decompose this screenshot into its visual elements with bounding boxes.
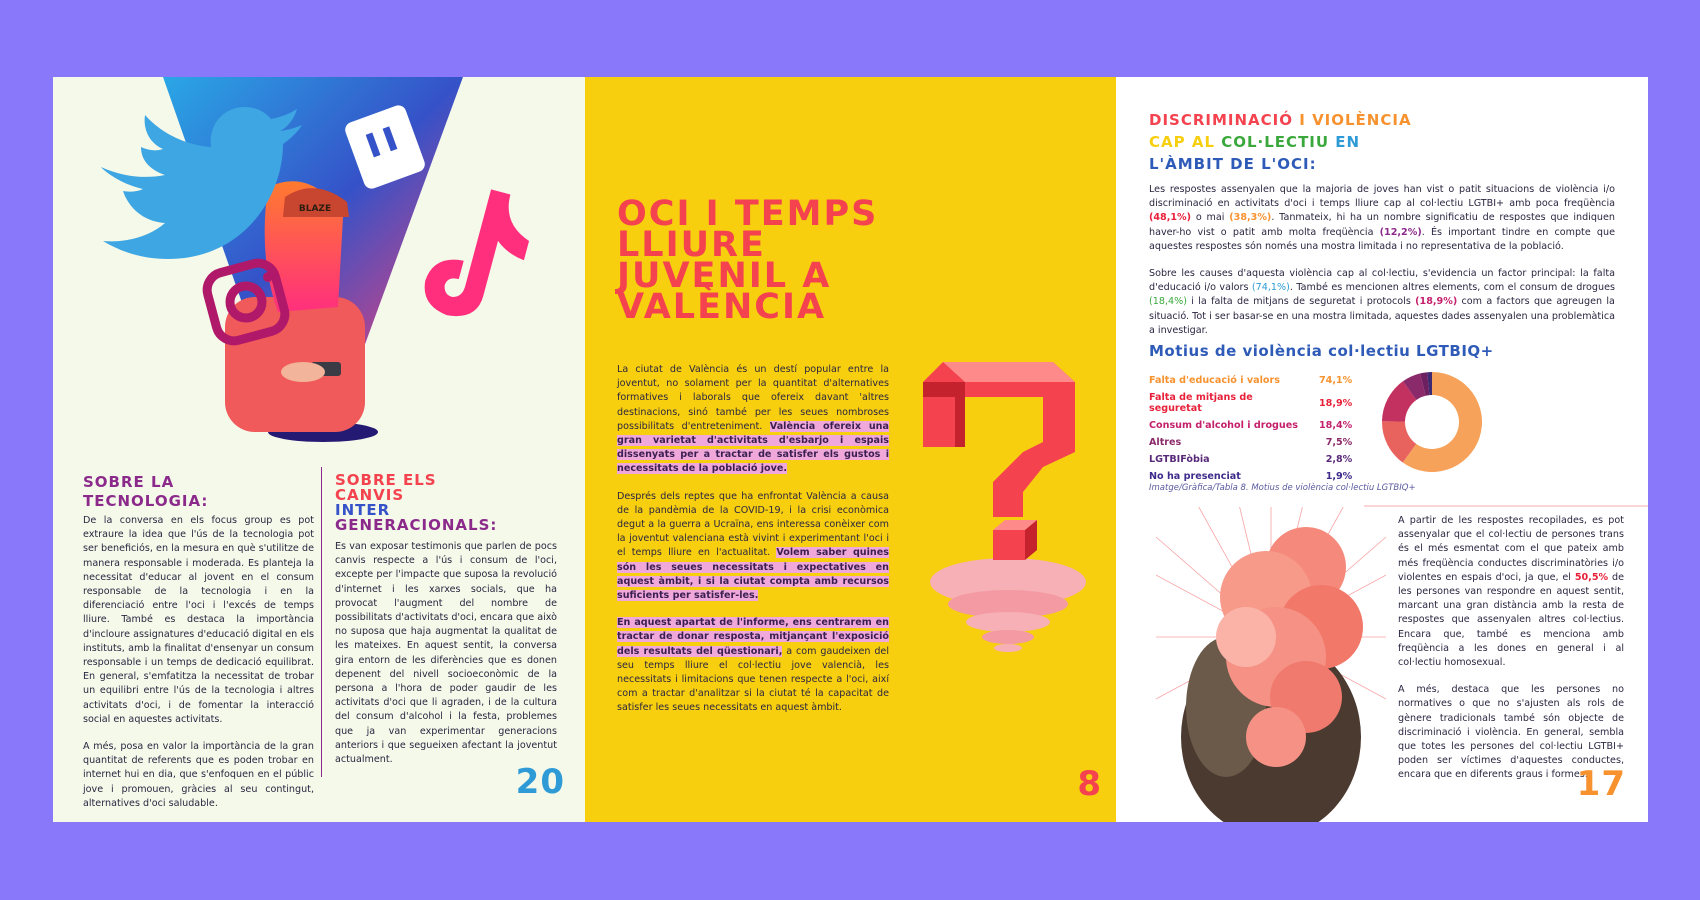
p2-value-1: (74,1%) bbox=[1251, 282, 1290, 294]
tiktok-icon bbox=[418, 179, 539, 331]
legend-value: 18,4% bbox=[1319, 420, 1353, 431]
p2-value-2: (18,4%) bbox=[1149, 296, 1187, 308]
p2-text-b: . També es mencionen altres elements, com el consum de drogues bbox=[1289, 282, 1615, 294]
legend-label: Consum d'alcohol i drogues bbox=[1149, 420, 1298, 431]
page-number: 20 bbox=[515, 762, 565, 802]
right-page bbox=[1116, 77, 1648, 822]
p3-text-b: de les persones van respondre en aquest sentit, marcant una gran distància amb la resta de respostes que assenyalen altres col·lectius. Encara que, també es menciona amb freqüència a les dones en general i al col·lectiu homosexual. bbox=[1398, 571, 1624, 669]
section2-paragraph-1: Es van exposar testimonis que parlen de pocs canvis respecte a l'ús i consum de l'oci, excepte per l'impacte que suposa la revolució d'internet i les xarxes socials, que ha provocat l'augment del nombre de possibilitats d'activitats d'oci, encara que això no suposa que haja augmentat la qualitat de les mateixes. En aquest sentit, la conversa gira entorn de les diferències que es donen depenent del nivell socioeconòmic de la persona a l'hora de poder gaudir de les activitats d'oci que li agraden, i de la cultura del consum d'alcohol i la festa, problemes que ja van experimentar generacions anteriors i que segueixen afectant la joventut actualment. bbox=[335, 541, 557, 766]
p1-text-a: Les respostes assenyalen que la majoria de joves han vist o patit situacions de violència i/o discriminació en activitats d'oci i temps lliure cap al col·lectiu LGTBI+ amb poca freqüència bbox=[1149, 184, 1615, 210]
legend-label: Altres bbox=[1149, 437, 1182, 448]
p1-highlight: València ofereix una gran varietat d'activitats d'esbarjo i espais dissenyats per a tractar de satisfer els gustos i necessitats de la població jove. bbox=[617, 420, 889, 475]
chart-heading: Motius de violència col·lectiu LGTBIQ+ bbox=[1149, 342, 1494, 360]
p1-plain: La ciutat de València és un destí popular entre la joventut, no solament per la quantitat d'alternatives formatives i laborals que ofereix davant 'altres destinacions, sinó també per les seues nombroses possibilitats d'entreteniment. bbox=[617, 364, 889, 432]
left-page bbox=[53, 77, 585, 822]
section2-title-line1: SOBRE ELS bbox=[335, 471, 437, 489]
decorative-rule bbox=[1364, 505, 1648, 507]
right-title bbox=[1149, 109, 1412, 175]
p3-plain: a com gaudeixen del seu temps lliure el col·lectiu jove valencià, les necessitats i limitacions que tenen respecte a l'oci, així com a tractar d'analitzar si la ciutat té la capacitat de satisfer les seues necessitats en aquest àmbit. bbox=[617, 645, 889, 714]
legend-label: Falta d'educació i valors bbox=[1149, 375, 1280, 386]
p1-value-1: (48,1%) bbox=[1149, 212, 1192, 224]
legend-value: 18,9% bbox=[1319, 397, 1353, 409]
question-mark-illustration bbox=[903, 342, 1103, 692]
p2-plain: Després dels reptes que ha enfrontat València a causa de la pandèmia de la COVID-19, i la crisi econòmica degut a la guerra a Ucraïna, ens interessa conèixer com la joventut valenciana està vivint i experimentant l'oci i el temps lliure en l'actualitat. bbox=[617, 490, 889, 559]
p2-highlight: Volem saber quines són les seues necessitats i expectatives en aquest àmbit, i si la ciutat compta amb recursos suficients per satisfer-les. bbox=[617, 547, 889, 602]
right-lower-text bbox=[1398, 514, 1624, 796]
title-word-5: COL·LECTIU bbox=[1221, 133, 1330, 151]
p2-text-a: Sobre les causes d'aquesta violència cap al col·lectiu, s'evidencia un factor principal: la falta d'educació i/o valors bbox=[1149, 268, 1615, 294]
title-word-6: EN bbox=[1335, 133, 1361, 151]
section1-paragraph-1: De la conversa en els focus group es pot extraure la idea que l'ús de la tecnologia pot ser beneficiós, en la mesura en què s'utilitze de manera responsable i moderada. Es planteja la necessitat d'educar al jovent en el consum responsable de la tecnologia i en la diferenciació entre l'oci i l'excés de temps lliure. També es destaca la importància d'incloure assignatures d'educació digital en els instituts, amb la finalitat d'ensenyar un consum responsable i un temps de dedicació equilibrat. En general, s'emfatitza la necessitat de trobar un equilibri entre l'ús de la tecnologia i altres activitats d'oci, i de fomentar la interacció social en aquestes activitats. bbox=[83, 515, 314, 725]
page-number: 17 bbox=[1576, 764, 1626, 804]
section2-title-line4: GENERACIONALS: bbox=[335, 516, 498, 534]
p2-text-c: i la falta de mitjans de seguretat i protocols bbox=[1191, 296, 1411, 308]
section1-title-line2: TECNOLOGIA: bbox=[83, 492, 209, 510]
p1-text-c: . Tanmateix, hi ha un nombre significatiu de respostes que indiquen haver-ho vist o patit amb molta freqüència bbox=[1149, 212, 1615, 238]
section-technology bbox=[83, 473, 314, 822]
right-paragraph-2 bbox=[1149, 267, 1615, 338]
p2-text-d: com a factors que agreugen la situació. Tot i ser basar-se en una mostra limitada, aquestes dades assenyalen una problemàtica a investigar. bbox=[1149, 296, 1615, 336]
p1-text-d: . És important tindre en compte que aquestes respostes són només una mostra limitada i no representativa de la població. bbox=[1149, 226, 1615, 252]
title-line4: VALÈNCIA bbox=[617, 287, 827, 327]
legend-row bbox=[1149, 389, 1352, 417]
page-title bbox=[617, 194, 879, 327]
title-word-4: CAP AL bbox=[1149, 133, 1215, 151]
section1-paragraph-2: A més, posa en valor la importància de la gran quantitat de referents que es poden trobar en internet hui en dia, que s'enfoquen en el públic jove i promouen, gràcies al seu contingut, alternatives d'oci saludable. bbox=[83, 741, 314, 809]
section2-title-line3: INTER bbox=[335, 501, 391, 519]
donut-chart bbox=[1377, 367, 1487, 477]
legend-row bbox=[1149, 417, 1352, 434]
legend-value: 74,1% bbox=[1319, 375, 1353, 386]
legend-label: Falta de mitjans de seguretat bbox=[1149, 392, 1253, 414]
right-paragraph-4: A més, destaca que les persones no normatives o que no s'ajusten als rols de gènere tradicionals també són objecte de discriminació i violència. En general, sembla que totes les persones del col·lectiu LGTBI+ poden ser víctimes d'aquestes conductes, encara que en diferents graus i formes. bbox=[1398, 684, 1624, 781]
legend-value: 1,9% bbox=[1325, 471, 1353, 482]
title-line2: LLIURE bbox=[617, 225, 766, 265]
legend-row bbox=[1149, 434, 1352, 451]
legend-value: 7,5% bbox=[1325, 437, 1353, 448]
p3-value: 50,5% bbox=[1574, 571, 1609, 583]
smoke-embrace-photo bbox=[1156, 507, 1386, 822]
right-intro-text bbox=[1149, 183, 1615, 351]
legend-row bbox=[1149, 451, 1352, 468]
intro-paragraph-1 bbox=[617, 363, 889, 477]
intro-text bbox=[617, 363, 889, 729]
legend-label: No ha presenciat bbox=[1149, 471, 1241, 482]
right-paragraph-1 bbox=[1149, 183, 1615, 254]
section-generational bbox=[335, 473, 557, 780]
legend-value: 2,8% bbox=[1325, 454, 1353, 465]
legend-row bbox=[1149, 372, 1352, 389]
p1-value-2: (38,3%) bbox=[1229, 212, 1272, 224]
p3-text-a: A partir de les respostes recopilades, es pot assenyalar que el col·lectiu de persones trans és el més esmentat com el que pateix amb més freqüència conductes discriminatòries i/o violentes en espais d'oci, ja que, el bbox=[1398, 515, 1624, 583]
section2-title-line2: CANVIS bbox=[335, 486, 405, 504]
p1-text-b: o mai bbox=[1195, 212, 1225, 224]
title-word-1: DISCRIMINACIÓ bbox=[1149, 111, 1293, 129]
legend-label: LGTBIFòbia bbox=[1149, 454, 1210, 465]
chart-caption: Imatge/Gràfica/Tabla 8. Motius de violència col·lectiu LGTBIQ+ bbox=[1149, 483, 1416, 493]
page-number: 8 bbox=[1077, 764, 1102, 804]
title-word-7: L'ÀMBIT DE L'OCI: bbox=[1149, 155, 1317, 173]
middle-page bbox=[585, 77, 1116, 822]
intro-paragraph-2 bbox=[617, 490, 889, 604]
title-line3: JUVENIL A bbox=[617, 256, 832, 296]
p2-value-3: (18,9%) bbox=[1415, 296, 1458, 308]
p1-value-3: (12,2%) bbox=[1379, 226, 1422, 238]
column-divider bbox=[321, 467, 322, 777]
cap-text: BLAZE bbox=[298, 204, 332, 214]
section1-title-line1: SOBRE LA bbox=[83, 473, 175, 491]
title-word-3: VIOLÈNCIA bbox=[1312, 111, 1412, 129]
chart-legend bbox=[1149, 372, 1352, 485]
intro-paragraph-3 bbox=[617, 616, 889, 715]
p3-highlight: En aquest apartat de l'informe, ens centrarem en tractar de donar resposta, mitjançant l'exposició dels resultats del qüestionari, bbox=[617, 617, 889, 657]
title-line1: OCI I TEMPS bbox=[617, 194, 879, 234]
right-paragraph-3 bbox=[1398, 514, 1624, 670]
title-word-2: I bbox=[1299, 111, 1306, 129]
